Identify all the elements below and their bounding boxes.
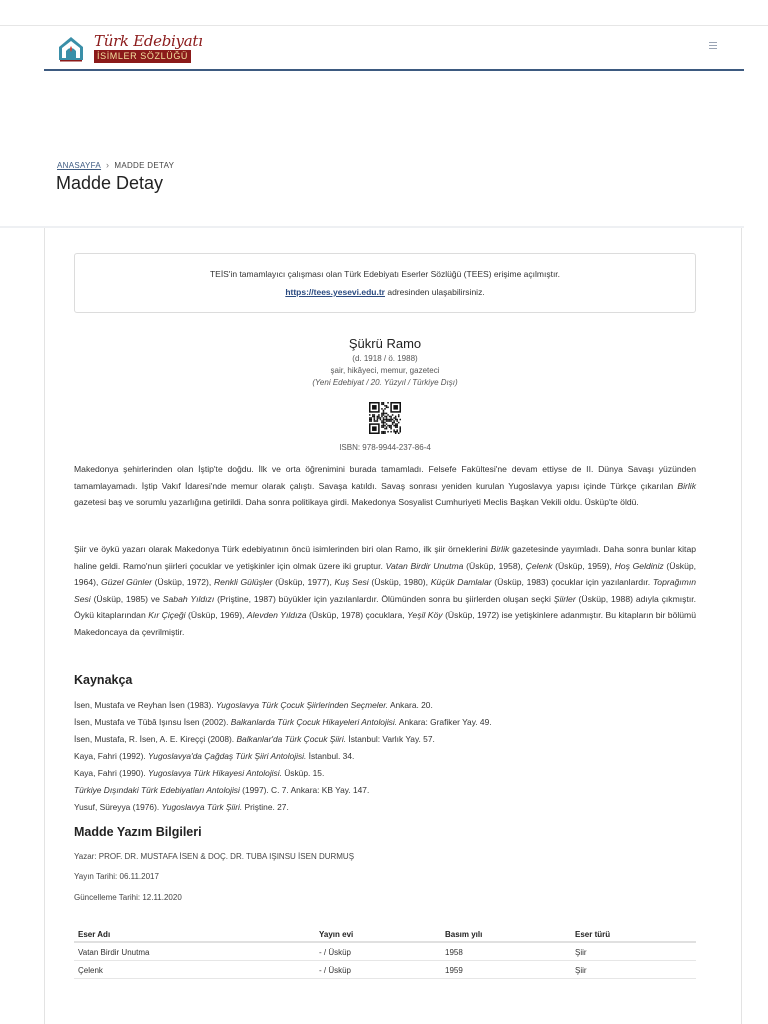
notice-text: TEİS'in tamamlayıcı çalışması olan Türk Edebiyatı Eserler Sözlüğü (TEES) erişime açılmıştır.	[209, 269, 561, 279]
work-title: Yugoslavya Türk Hikayesi Antolojisi.	[148, 768, 282, 778]
work-title: Kuş Sesi	[334, 577, 369, 587]
madde-info-heading: Madde Yazım Bilgileri	[74, 825, 202, 839]
table-row	[74, 961, 696, 979]
logo-title: Türk Edebiyatı	[94, 32, 203, 50]
entry-period: (Yeni Edebiyat / 20. Yüzyıl / Türkiye Dışı)	[312, 378, 458, 387]
entry-roles: şair, hikâyeci, memur, gazeteci	[330, 366, 440, 375]
works-table	[74, 925, 696, 979]
reference-item: Yusuf, Süreyya (1976). Yugoslavya Türk Şiiri. Priştine. 27.	[74, 802, 289, 812]
reference-item: İsen, Mustafa ve Tübâ Işınsu İsen (2002). Balkanlarda Türk Çocuk Hikayeleri Antolojisi. Ankara: Grafiker Yay. 49.	[74, 717, 492, 727]
work-title: Toprağımın Sesi	[74, 577, 696, 604]
hamburger-icon	[709, 42, 717, 43]
work-title: Vatan Birdir Unutma	[385, 560, 464, 571]
reference-item: Kaya, Fahri (1992). Yugoslavya'da Çağdaş Türk Şiiri Antolojisi. İstanbul. 34.	[74, 751, 355, 761]
col-header-name[interactable]: Eser Adı	[78, 930, 111, 939]
work-title: Balkanlarda Türk Çocuk Hikayeleri Antolojisi.	[230, 717, 398, 727]
table-cell: Çelenk	[78, 966, 103, 975]
breadcrumb	[57, 160, 174, 170]
work-title: Kır Çiçeği	[148, 610, 186, 620]
table-row	[74, 943, 696, 961]
biography-paragraph: Makedonya şehirlerinden olan İştip'te doğdu. İlk ve orta öğrenimini burada tamamladı. Felsefe Fakültesi'ne devam ettiyse de II. Dünya Savaşı yüzünden tamamlayamadı. İştip Vakıf İdaresi'nde memur olarak çalıştı. Savaşa katıldı. Savaş sonrası yeniden kurulan Yugoslavya yapısı içinde Türkçe çıkarılan Birlik gazetesi baş ve sorumlu yazarlığına getirildi. Daha sonra politikaya girdi. Makedonya Sosyalist Cumhuriyeti Meclis Başkan Vekili oldu. Üsküp'te öldü.	[74, 464, 696, 507]
update-date: Güncelleme Tarihi: 12.11.2020	[74, 893, 182, 902]
entry-header	[74, 336, 696, 389]
work-title: Yugoslavya'da Çağdaş Türk Şiiri Antolojisi.	[148, 751, 307, 761]
reference-item: İsen, Mustafa ve Reyhan İsen (1983). Yugoslavya Türk Çocuk Şiirlerinden Seçmeler. Ankara. 20.	[74, 700, 433, 710]
work-title: Çelenk	[525, 560, 553, 571]
publish-date: Yayın Tarihi: 06.11.2017	[74, 872, 159, 881]
reference-item: Türkiye Dışındaki Türk Edebiyatları Antolojisi (1997). C. 7. Ankara: KB Yay. 147.	[74, 785, 370, 795]
menu-button[interactable]	[706, 38, 720, 52]
table-cell: - / Üsküp	[319, 966, 352, 975]
reference-list	[74, 697, 696, 816]
work-title: Güzel Günler	[101, 577, 152, 587]
work-title: Sabah Yıldızı	[162, 593, 215, 604]
site-logo[interactable]	[56, 33, 203, 63]
literary-paragraph: Şiir ve öykü yazarı olarak Makedonya Türk edebiyatının öncü isimlerinden biri olan Ramo, ilk şiir örneklerini Birlik gazetesinde yayımladı. Daha sonra bunlar kitap haline geldi. Ramo'nun şiirleri çocuklar ve yetişkinler için olmak üzere iki gruptur. Vatan Birdir Unutma (Üsküp, 1958), Çelenk (Üsküp, 1959), Hoş Geldiniz (Üsküp, 1964), Güzel Günler (Üsküp, 1972), Renkli Gülüşler (Üsküp, 1977), Kuş Sesi (Üsküp, 1980), Küçük Damlalar (Üsküp, 1983) çocuklar için yazılanlardır. Toprağımın Sesi (Üsküp, 1985) ve Sabah Yıldızı (Priştine, 1987) büyükler için yazılanlardır. Ölümünden sonra bu şiirlerden oluşan seçki Şiirler (Üsküp, 1988) adıyla çıkmıştır. Öykü kitaplarından Kır Çiçeği (Üsküp, 1969), Alevden Yıldıza (Üsküp, 1978) çocuklara, Yeşil Köy (Üsküp, 1972) ise yetişkinlere adanmıştır. Bu kitapların bir bölümü Makedoncaya da çevrilmiştir.	[74, 544, 697, 637]
work-title: Türkiye Dışındaki Türk Edebiyatları Antolojisi	[74, 785, 240, 795]
work-title: Yugoslavya Türk Çocuk Şiirlerinden Seçmeler.	[216, 700, 389, 710]
author-info: Yazar: PROF. DR. MUSTAFA İSEN & DOÇ. DR. TUBA IŞINSU İSEN DURMUŞ	[74, 852, 355, 861]
work-title: Yeşil Köy	[407, 610, 443, 620]
table-cell: - / Üsküp	[319, 948, 352, 957]
entry-name: Şükrü Ramo	[348, 336, 422, 351]
header-underline	[44, 69, 744, 71]
table-cell: Şiir	[575, 948, 587, 957]
reference-item: İsen, Mustafa, R. İsen, A. E. Kireççi (2008). Balkanlar'da Türk Çocuk Şiiri. İstanbul: Varlık Yay. 57.	[74, 734, 435, 744]
qr-code-icon	[369, 402, 401, 434]
work-title: Balkanlar'da Türk Çocuk Şiiri.	[236, 734, 347, 744]
tees-notice	[74, 253, 696, 313]
work-title: Birlik	[677, 480, 696, 491]
work-title: Şiirler	[553, 593, 576, 604]
col-header-publisher[interactable]: Yayın evi	[319, 930, 354, 939]
kaynakca-heading: Kaynakça	[74, 673, 133, 687]
work-title: Küçük Damlalar	[430, 577, 492, 587]
page-title: Madde Detay	[56, 173, 164, 193]
table-cell: Şiir	[575, 966, 587, 975]
work-title: Renkli Gülüşler	[213, 577, 273, 587]
work-title: Hoş Geldiniz	[614, 560, 664, 571]
isbn: ISBN: 978-9944-237-86-4	[339, 443, 431, 452]
reference-item: Kaya, Fahri (1990). Yugoslavya Türk Hikayesi Antolojisi. Üsküp. 15.	[74, 768, 325, 778]
table-cell: 1958	[445, 948, 463, 957]
work-title: Alevden Yıldıza	[246, 610, 307, 620]
table-header-row	[74, 925, 696, 943]
notice-text-rest: adresinden ulaşabilirsiniz.	[384, 287, 485, 297]
col-header-type[interactable]: Eser türü	[575, 930, 611, 939]
col-header-year[interactable]: Basım yılı	[445, 930, 483, 939]
work-title: Yugoslavya Türk Şiiri.	[161, 802, 243, 812]
university-emblem-icon	[56, 33, 86, 63]
entry-dates: (d. 1918 / ö. 1988)	[352, 354, 418, 363]
breadcrumb-separator-icon: ›	[106, 160, 110, 170]
breadcrumb-home-link[interactable]: ANASAYFA	[57, 160, 102, 170]
table-cell: 1959	[445, 966, 463, 975]
breadcrumb-current: MADDE DETAY	[114, 160, 175, 170]
table-cell: Vatan Birdir Unutma	[78, 948, 150, 957]
work-title: Birlik	[490, 544, 510, 554]
logo-subtitle: İSİMLER SÖZLÜĞÜ	[94, 50, 191, 63]
site-header	[44, 26, 744, 70]
tees-link[interactable]: https://tees.yesevi.edu.tr	[285, 287, 385, 297]
